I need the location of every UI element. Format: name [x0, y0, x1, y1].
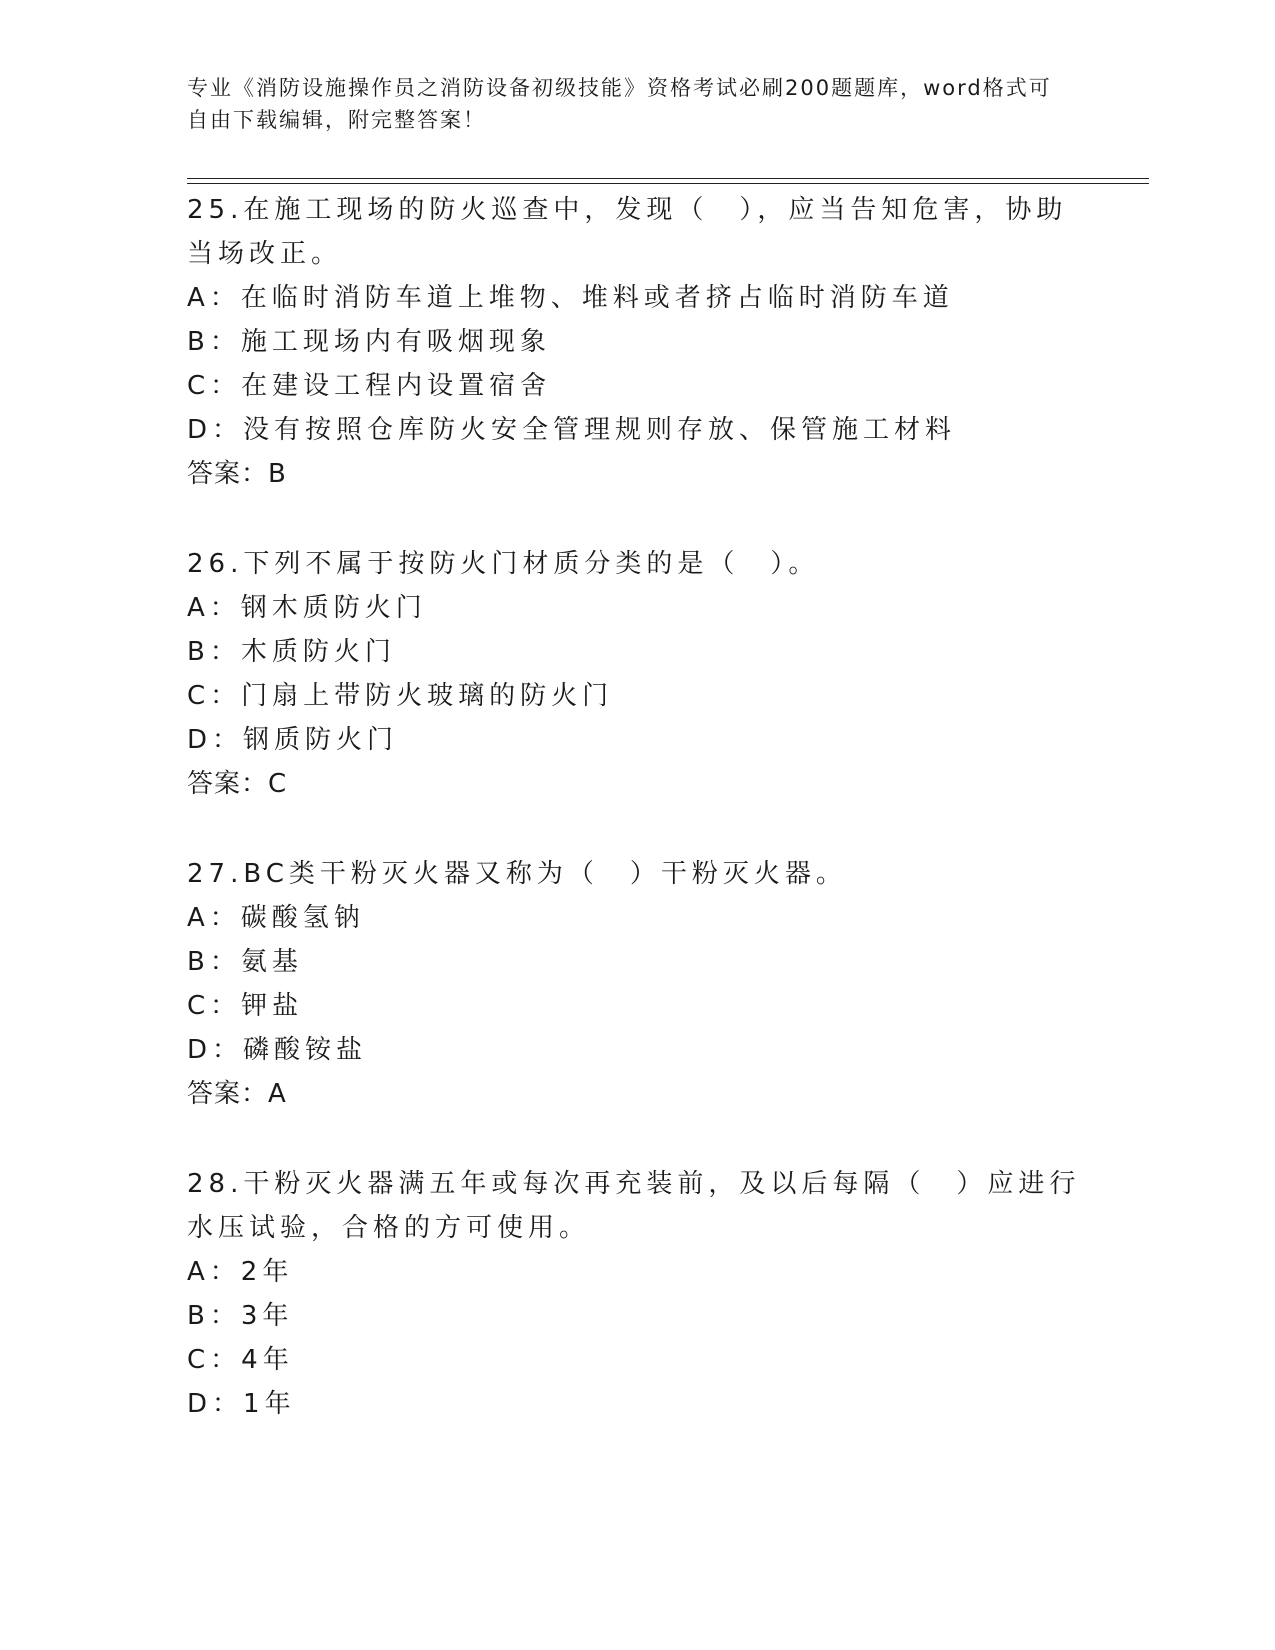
question-stem: 28.干粉灭火器满五年或每次再充装前，及以后每隔（ ）应进行水压试验，合格的方可使用。: [187, 1169, 1081, 1243]
option-c: C：在建设工程内设置宿舍: [187, 371, 552, 401]
option-d: D：磷酸铵盐: [187, 1035, 368, 1065]
answer-value: A: [268, 1079, 287, 1109]
option-a: A：2年: [187, 1257, 294, 1287]
document-header: 专业《消防设施操作员之消防设备初级技能》资格考试必刷200题题库，word格式可自由下载编辑，附完整答案！: [187, 76, 1052, 132]
option-c: C：门扇上带防火玻璃的防火门: [187, 681, 614, 711]
option-d: D：钢质防火门: [187, 725, 399, 755]
header-divider-top: [187, 178, 1149, 179]
option-c: C：钾盐: [187, 991, 304, 1021]
option-d: D：没有按照仓库防火安全管理规则存放、保管施工材料: [187, 415, 957, 445]
option-b: B：3年: [187, 1301, 294, 1331]
option-d: D：1年: [187, 1389, 296, 1419]
option-b: B：木质防火门: [187, 637, 396, 667]
answer-label: 答案：: [187, 459, 269, 489]
option-b: B：氨基: [187, 947, 303, 977]
answer-value: C: [268, 769, 288, 799]
question-26: [187, 542, 1087, 806]
header-divider-bottom: [187, 183, 1149, 184]
option-a: A：在临时消防车道上堆物、堆料或者挤占临时消防车道: [187, 283, 954, 313]
question-28: [187, 1162, 1087, 1426]
question-stem: 26.下列不属于按防火门材质分类的是（ ）。: [187, 549, 820, 579]
question-27: [187, 852, 1087, 1116]
option-b: B：施工现场内有吸烟现象: [187, 327, 551, 357]
answer-line: [187, 762, 1087, 806]
question-list: [187, 188, 1087, 1472]
answer-label: 答案：: [187, 769, 269, 799]
question-25: [187, 188, 1087, 496]
question-stem: 25.在施工现场的防火巡查中，发现（ ），应当告知危害，协助当场改正。: [187, 195, 1068, 269]
answer-line: [187, 1072, 1087, 1116]
option-a: A：碳酸氢钠: [187, 903, 365, 933]
question-stem: 27.BC类干粉灭火器又称为（ ）干粉灭火器。: [187, 859, 847, 889]
answer-line: [187, 452, 1087, 496]
option-a: A：钢木质防火门: [187, 593, 427, 623]
answer-label: 答案：: [187, 1079, 269, 1109]
option-c: C：4年: [187, 1345, 294, 1375]
answer-value: B: [268, 459, 287, 489]
